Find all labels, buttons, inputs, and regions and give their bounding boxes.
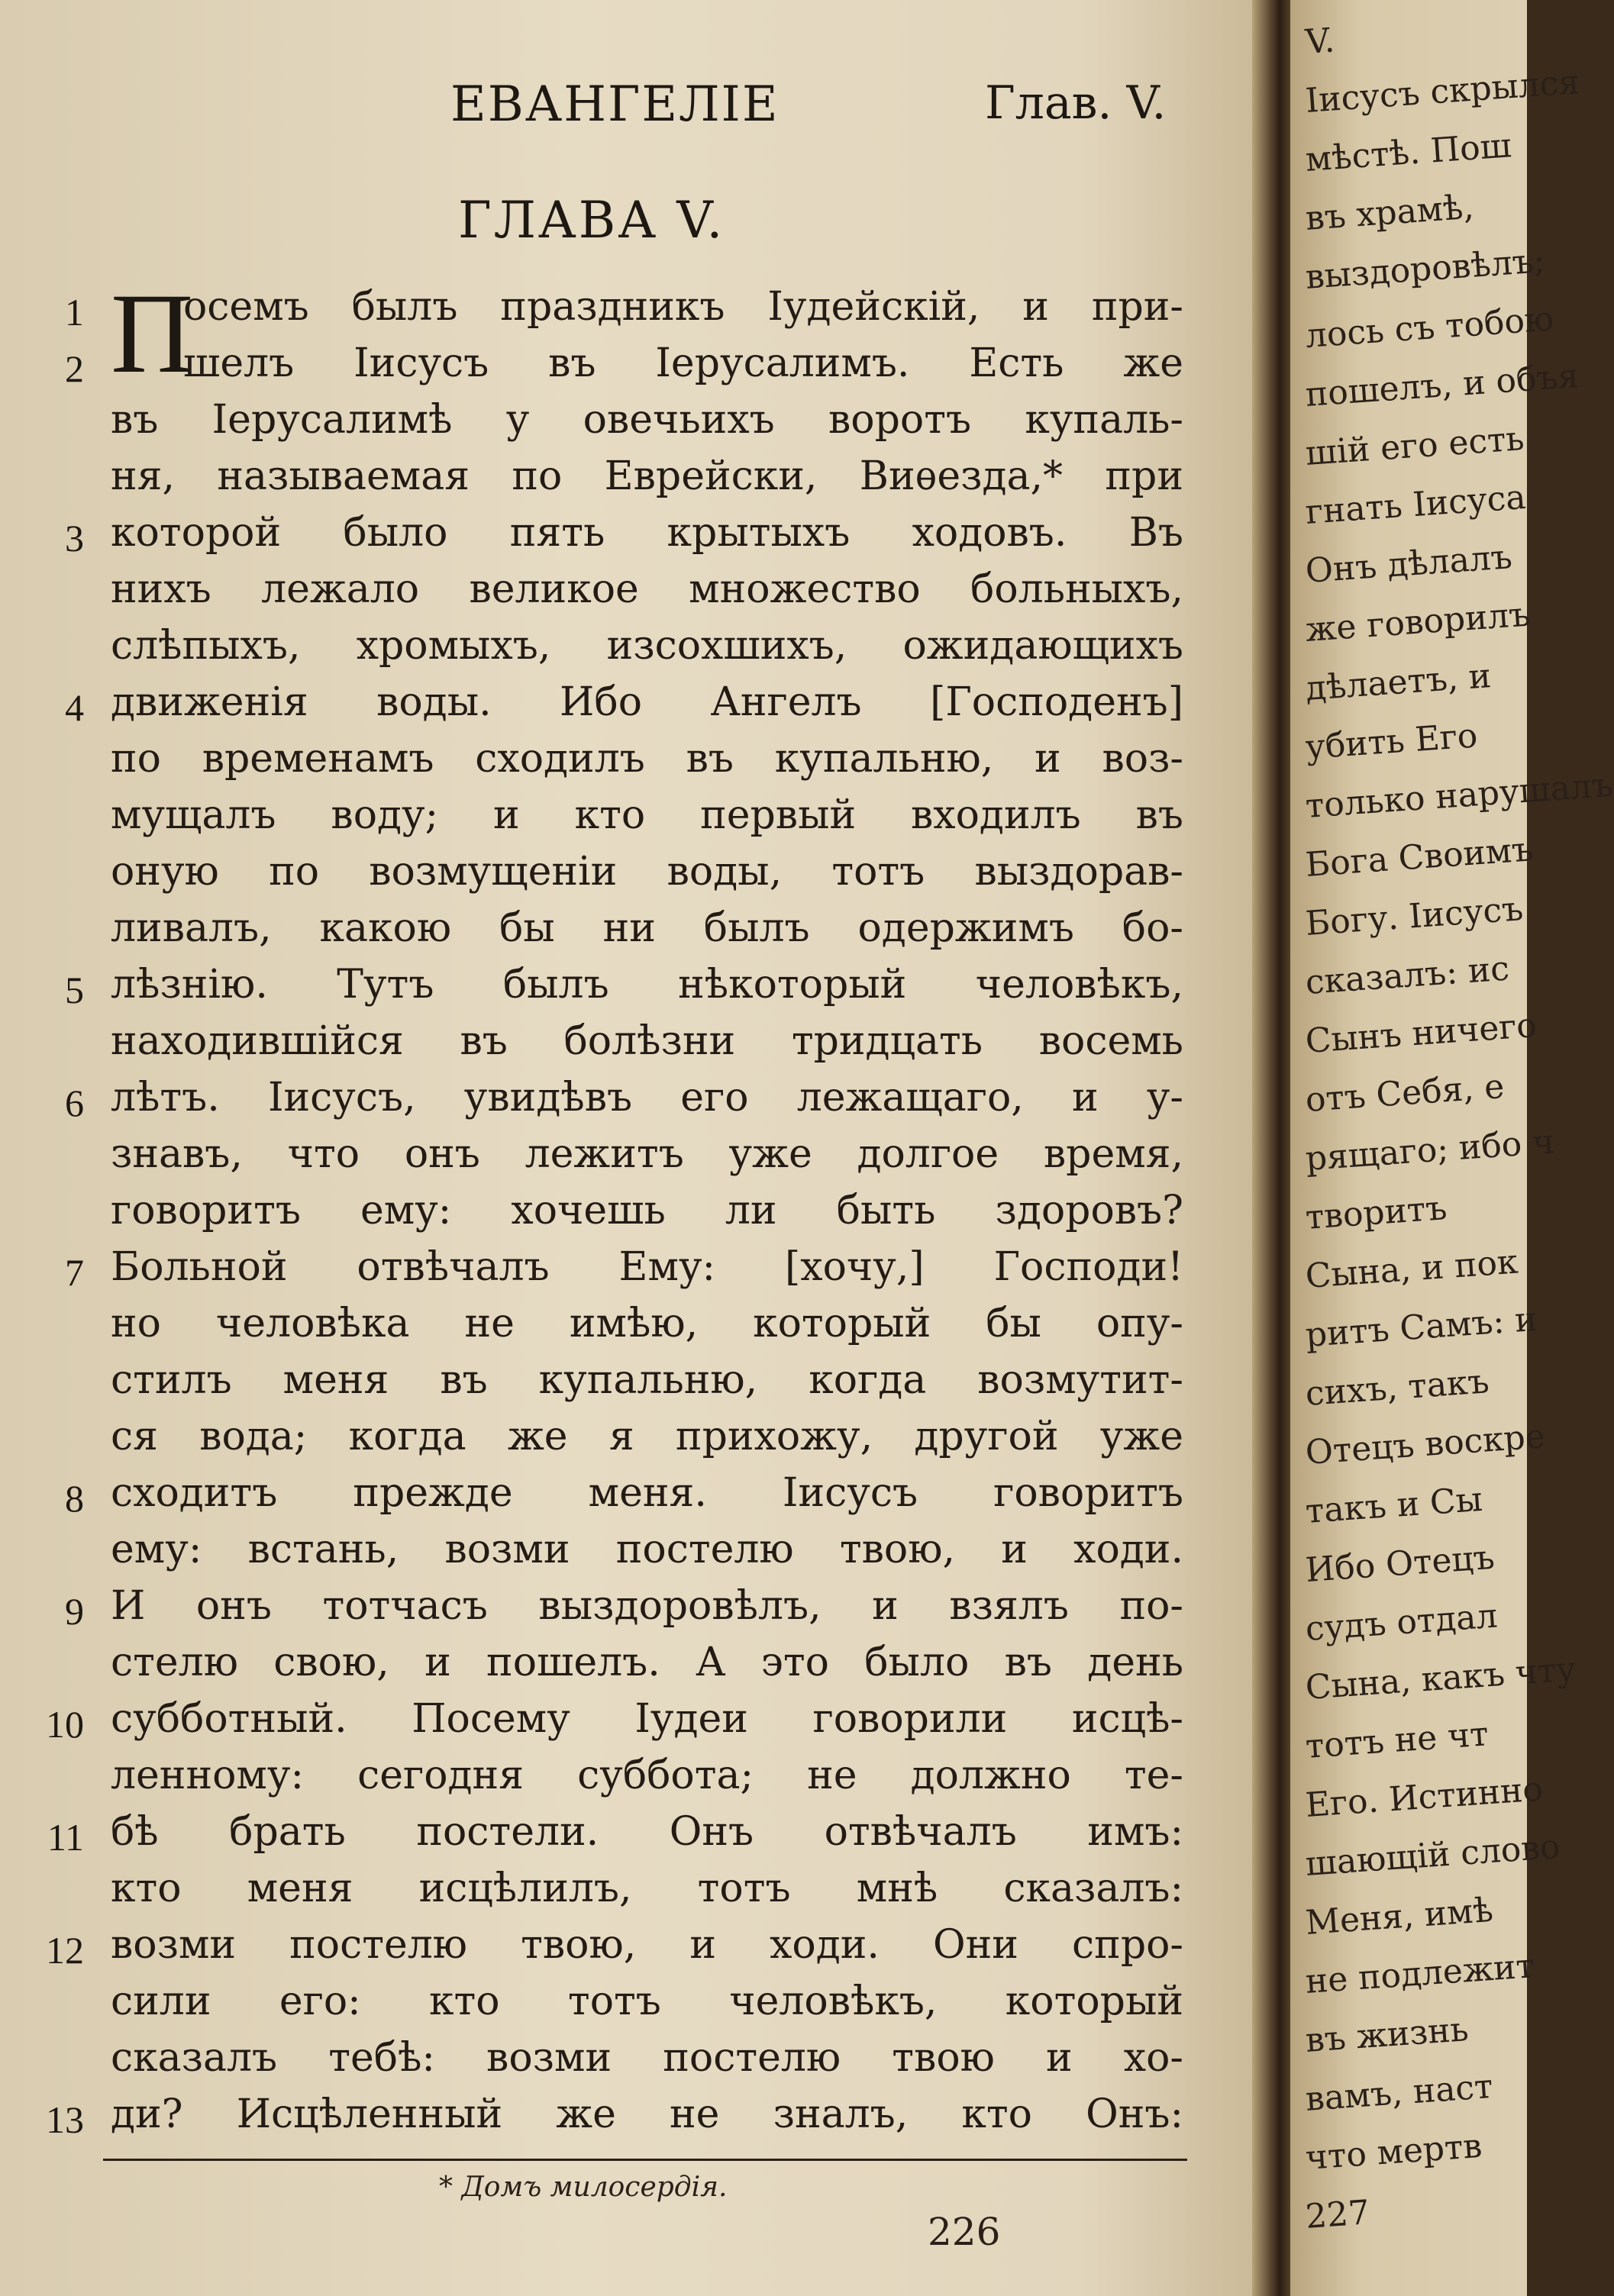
chapter-reference: Глав. V. bbox=[985, 76, 1167, 130]
right-page-partial bbox=[1290, 0, 1614, 2296]
right-page-line: творитъ bbox=[1304, 1188, 1448, 1237]
text-line: мущалъ воду; и кто первый входилъ въ bbox=[111, 792, 1183, 838]
text-line: лѣтъ. Іисусъ, увидѣвъ его лежащаго, и у- bbox=[111, 1075, 1183, 1121]
footnote-rule bbox=[103, 2159, 1187, 2161]
verse-number: 3 bbox=[65, 517, 84, 559]
footnote: * Домъ милосердія. bbox=[439, 2172, 728, 2203]
right-page-line: отъ Себя, е bbox=[1304, 1066, 1506, 1120]
right-page-line: убить Его bbox=[1304, 716, 1479, 767]
text-line: сказалъ тебѣ: возми постелю твою и хо- bbox=[111, 2035, 1183, 2081]
right-page-line: мѣстѣ. Пош bbox=[1304, 126, 1513, 179]
page-header bbox=[0, 76, 1267, 145]
text-line: субботный. Посему Іудеи говорили исцѣ- bbox=[111, 1696, 1183, 1742]
text-line: сходитъ прежде меня. Іисусъ говоритъ bbox=[111, 1470, 1183, 1516]
text-line: стелю свою, и пошелъ. А это было въ день bbox=[111, 1640, 1183, 1685]
right-page-line: же говорилъ bbox=[1304, 595, 1532, 650]
text-line: въ Іерусалимѣ у овечьихъ воротъ купаль- bbox=[111, 397, 1183, 443]
text-line: ня, называемая по Еврейски, Виѳезда,* при bbox=[111, 453, 1183, 499]
right-page-line: сказалъ: ис bbox=[1304, 949, 1511, 1002]
text-line: ленному: сегодня суббота; не должно те- bbox=[111, 1753, 1183, 1798]
text-line: шелъ Іисусъ въ Іерусалимъ. Есть же bbox=[183, 340, 1183, 386]
right-page-line: гнать Іисуса bbox=[1304, 477, 1528, 532]
right-page-line: шающій слово bbox=[1304, 1827, 1562, 1884]
verse-number: 7 bbox=[65, 1251, 84, 1294]
right-page-line: пошелъ, и объя bbox=[1304, 356, 1580, 414]
text-line: И онъ тотчасъ выздоровѣлъ, и взялъ по- bbox=[111, 1583, 1183, 1629]
right-page-line: сихъ, такъ bbox=[1304, 1362, 1491, 1414]
drop-cap-letter: П bbox=[111, 270, 194, 397]
verse-number: 6 bbox=[65, 1082, 84, 1124]
chapter-heading: ГЛАВА V. bbox=[458, 191, 725, 250]
text-line: знавъ, что онъ лежитъ уже долгое время, bbox=[111, 1131, 1183, 1177]
right-page-line: Сынъ ничего bbox=[1304, 1005, 1538, 1061]
verse-number: 9 bbox=[65, 1590, 84, 1633]
right-page-line: Отецъ воскре bbox=[1304, 1417, 1547, 1472]
right-page-line: въ храмѣ, bbox=[1304, 187, 1475, 238]
text-line: Больной отвѣчалъ Ему: [хочу,] Господи! bbox=[111, 1244, 1183, 1290]
verse-number: 12 bbox=[46, 1929, 84, 1972]
text-line: стилъ меня въ купальню, когда возмутит- bbox=[111, 1357, 1183, 1403]
right-page-line: рящаго; ибо ч bbox=[1304, 1122, 1556, 1179]
text-line: возми постелю твою, и ходи. Они спро- bbox=[111, 1922, 1183, 1968]
verse-number: 1 bbox=[65, 291, 84, 334]
text-line: сили его: кто тотъ человѣкъ, который bbox=[111, 1978, 1183, 2024]
right-page-line: Іисусъ скрылся bbox=[1304, 62, 1581, 121]
right-page-line: такъ и Сы bbox=[1304, 1479, 1484, 1531]
verse-number: 13 bbox=[46, 2098, 84, 2141]
text-line: слѣпыхъ, хромыхъ, изсохшихъ, ожидающихъ bbox=[111, 623, 1183, 669]
right-page-line: дѣлаетъ, и bbox=[1304, 656, 1493, 708]
text-line: кто меня исцѣлилъ, тотъ мнѣ сказалъ: bbox=[111, 1866, 1183, 1911]
page-number: 226 bbox=[928, 2210, 1001, 2254]
right-page-line: ритъ Самъ: и bbox=[1304, 1299, 1539, 1355]
text-line: которой было пять крытыхъ ходовъ. Въ bbox=[111, 510, 1183, 556]
right-page-line: не подлежит bbox=[1304, 1946, 1536, 2001]
text-line: движенія воды. Ибо Ангелъ [Господенъ] bbox=[111, 679, 1183, 725]
text-line: осемъ былъ праздникъ Іудейскій, и при- bbox=[183, 284, 1183, 330]
verse-number: 2 bbox=[65, 347, 84, 390]
right-page-line: вамъ, наст bbox=[1304, 2066, 1494, 2119]
text-line: находившійся въ болѣзни тридцать восемь bbox=[111, 1018, 1183, 1064]
verse-text-block bbox=[111, 279, 1183, 2143]
text-line: лѣзнію. Тутъ былъ нѣкоторый человѣкъ, bbox=[111, 962, 1183, 1008]
running-title: ЕВАНГЕЛІЕ bbox=[450, 76, 780, 133]
text-line: ди? Исцѣленный же не зналъ, кто Онъ: bbox=[111, 2091, 1183, 2137]
right-page-line: что мертв bbox=[1304, 2126, 1483, 2178]
text-line: нихъ лежало великое множество больныхъ, bbox=[111, 566, 1183, 612]
right-page-line: тотъ не чт bbox=[1304, 1714, 1490, 1766]
verse-number: 8 bbox=[65, 1477, 84, 1520]
right-page-line: Сына, и пок bbox=[1304, 1242, 1519, 1296]
right-page-line: V. bbox=[1304, 21, 1336, 62]
text-line: ливалъ, какою бы ни былъ одержимъ бо- bbox=[111, 905, 1183, 951]
text-line: оную по возмущеніи воды, тотъ выздорав- bbox=[111, 849, 1183, 895]
text-line: ся вода; когда же я прихожу, другой уже bbox=[111, 1414, 1183, 1459]
text-line: бѣ брать постели. Онъ отвѣчалъ имъ: bbox=[111, 1809, 1183, 1855]
verse-number: 10 bbox=[46, 1703, 84, 1746]
right-page-line: выздоровѣлъ; bbox=[1304, 241, 1547, 297]
right-page-line: Его. Истинно bbox=[1304, 1769, 1545, 1825]
right-page-line: шій его есть bbox=[1304, 419, 1525, 473]
right-page-line: Меня, имѣ bbox=[1304, 1890, 1495, 1943]
text-line: по временамъ сходилъ въ купальню, и воз- bbox=[111, 736, 1183, 782]
right-page-line: судъ отдал bbox=[1304, 1596, 1499, 1649]
text-line: говоритъ ему: хочешь ли быть здоровъ? bbox=[111, 1188, 1183, 1233]
right-page-line: Сына, какъ чту bbox=[1304, 1649, 1577, 1707]
right-page-line: Бога Своимъ bbox=[1304, 830, 1535, 885]
right-page-line: Богу. Іисусъ bbox=[1304, 889, 1525, 943]
verse-number: 5 bbox=[65, 969, 84, 1011]
right-page-line: Ибо Отецъ bbox=[1304, 1537, 1496, 1590]
right-page-line: Онъ дѣлалъ bbox=[1304, 537, 1514, 591]
verse-number: 11 bbox=[47, 1816, 84, 1859]
verse-number: 4 bbox=[65, 686, 84, 729]
right-page-line: 227 bbox=[1304, 2193, 1371, 2236]
text-line: ему: встань, возми постелю твою, и ходи. bbox=[111, 1527, 1183, 1572]
right-page-line: лось съ тобою bbox=[1304, 299, 1555, 356]
text-line: но человѣка не имѣю, который бы опу- bbox=[111, 1301, 1183, 1346]
right-page-line: въ жизнь bbox=[1304, 2010, 1470, 2060]
right-page-line: только нарушалъ bbox=[1304, 765, 1614, 826]
